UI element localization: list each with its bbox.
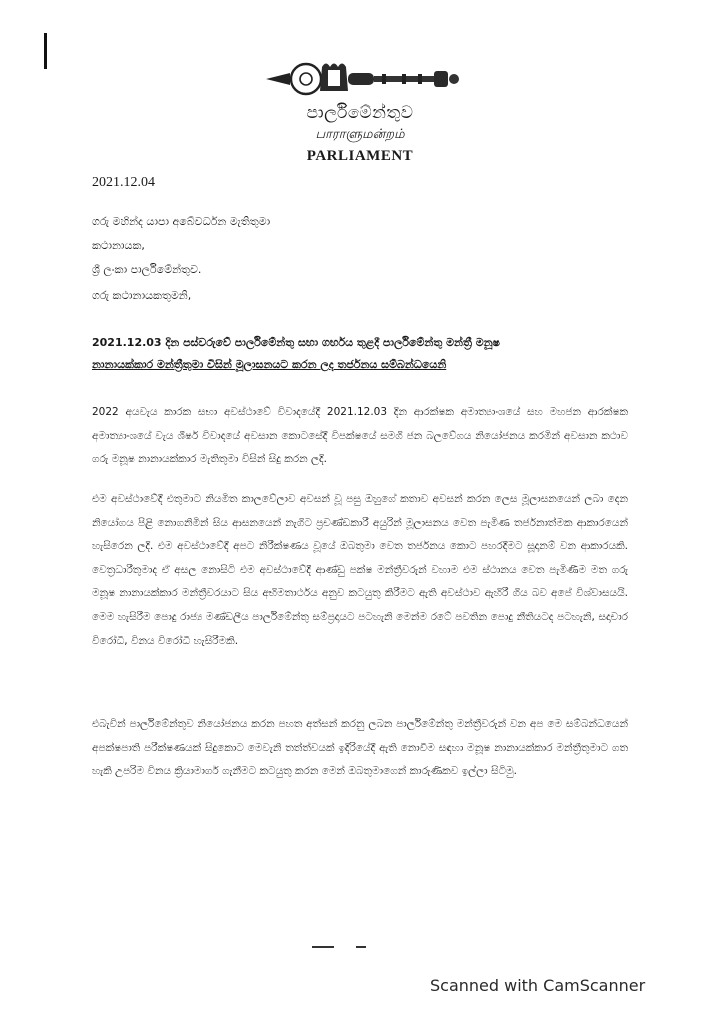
body-paragraph-3: එබැවින් පාර්ලිමේන්තුව නියෝජනය කරන පහත අත්සන් කරනු ලබන පාර්ලිමේන්තු මන්ත්‍රීවරුන් වන අප මෙ සම්බන්ධයෙන් අපක්ෂපාති පරීක්ෂණයක් සිදුකොට මෙවැනි තත්ත්වයක් ඉදිරියේදී ඇති නොවීම සඳහා මනූෂ නානායක්කාර මන්ත්‍රීතුමාට ගත හැකි උපරිම විනය ක්‍රියාමාර්ග ගැනීමට කටයුතු කරන මෙන් ඔබතුමාගෙන් කාරුණිකව ඉල්ලා සිටිමු.	[92, 718, 628, 778]
signature-stroke	[312, 946, 334, 948]
body-paragraph-2: එම අවස්ථාවේදී එතුමාට නියමිත කාලවේලාව අවසන් වූ පසු ඔහුගේ කතාව අවසන් කරන ලෙස මූලාසනයෙන් ලබා දෙන නියෝගය පිළි නොගනිමින් සිය ආසනයෙන් නැගිට ප්‍රචණ්ඩකාරී අයුරින් මූලාසනය වෙත පැමිණ තර්ජනාත්මක ආකාරයෙන් හැසිරෙන ලදි. එම අවස්ථාවේදී අපට නිරීක්ෂණය වූයේ ඔබතුමා වෙත තර්ජනය කොට පහරදීමට සූදානම් වන ආකාරයකි. වෙත්‍රධාරීතුමාද ඒ අසල නොසිටි එම අවස්ථාවේදී ආණ්ඩු පක්ෂ මන්ත්‍රීවරුන් වහාම එම ස්ථානය වෙත පැමිණීම මත ගරු මනූෂ නානායක්කාර මන්ත්‍රීවරයාට සිය අභිමතාර්ථය අනුව කටයුතු කිරීමට ඇති අවස්ථාව ඇහිරී ගිය බව අපේ විශ්වාසයයි. මෙම හැසිරීම පොදු රාජ්‍ය මණ්ඩලීය පාර්ලිමේන්තු සම්ප්‍රදායට පටහැනි මෙන්ම රටේ පවතින පොදු නීතියටද පටහැනි, සදාචාර විරෝධී, විනය විරෝධී හැසිරීමකි.	[92, 493, 628, 647]
body-paragraph-1: 2022 අයවැය කාරක සභා අවස්ථාවේ විවාදයේදී 2021.12.03 දින ආරක්ෂක අමාත්‍යාංශයේ සහ මහජන ආරක්ෂක අමාත්‍යාංශයේ වැය ශීර්ෂ විවාදයේ අවසාන කොටසේදී විපක්ෂයේ සමගි ජන බලවේගය නියෝජනය කරමින් අවසාන කථාව ගරු මනූෂ නානායක්කාර මැතිතුමා විසින් සිදු කරන ලදි.	[92, 406, 628, 466]
subject-line-1: 2021.12.03 දින පස්වරුවේ පාර්ලිමේන්තු සභා ගර්භය තුළදී පාර්ලිමේන්තු මන්ත්‍රී මනූෂ	[92, 336, 500, 349]
recipient-title: කථානායක,	[92, 239, 145, 252]
letter-subject	[92, 332, 628, 376]
camscanner-watermark: Scanned with CamScanner	[430, 976, 646, 995]
subject-line-2: නානායක්කාර මන්ත්‍රීතුමා විසින් මූලාසනයට කරන ලද තර්ජනය සම්බන්ධයෙනි	[92, 358, 447, 371]
letter-date: 2021.12.04	[92, 175, 155, 190]
header-title-english: PARLIAMENT	[306, 148, 414, 164]
salutation: ගරු කථානායකතුමනි,	[92, 289, 192, 302]
signature-stroke	[356, 946, 366, 948]
header-title-sinhala: පාර්ලිමේන්තුව	[306, 103, 414, 123]
recipient-address	[92, 210, 270, 282]
recipient-name: ගරු මහින්ද යාපා අබේවර්ධන මැතිතුමා	[92, 215, 271, 228]
scan-edge-mark	[44, 33, 47, 69]
header-title-tamil: பாராளுமன்றம்	[315, 127, 405, 142]
parliament-mace-emblem-icon	[262, 56, 462, 98]
recipient-institution: ශ්‍රී ලංකා පාර්ලිමේන්තුව.	[92, 263, 202, 276]
